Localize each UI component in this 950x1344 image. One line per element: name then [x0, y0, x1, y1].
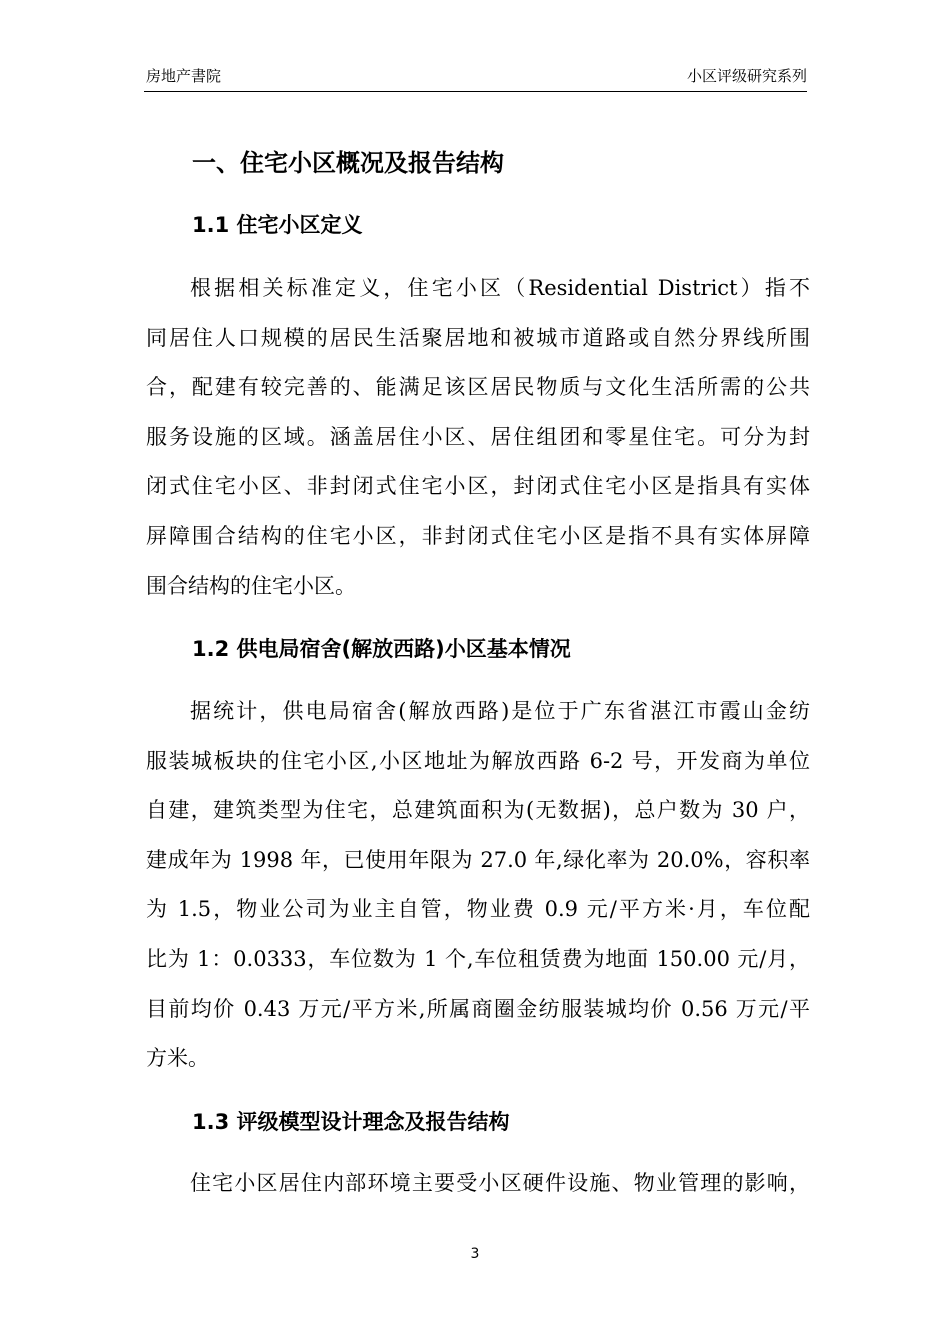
section-heading-1-3: 1.3 评级模型设计理念及报告结构: [192, 1110, 510, 1134]
paragraph-line: 围合结构的住宅小区。: [146, 573, 356, 598]
paragraph-line: 为 1.5，物业公司为业主自管，物业费 0.9 元/平方米·月，车位配: [146, 897, 810, 922]
paragraph-line: 住宅小区居住内部环境主要受小区硬件设施、物业管理的影响，: [190, 1171, 810, 1195]
paragraph-line: 方米。: [146, 1046, 209, 1071]
paragraph-line: 屏障围合结构的住宅小区，非封闭式住宅小区是指不具有实体屏障: [146, 523, 810, 548]
paragraph-line: 自建，建筑类型为住宅，总建筑面积为(无数据)，总户数为 30 户，: [146, 798, 810, 823]
chapter-heading: 一、住宅小区概况及报告结构: [192, 149, 504, 177]
paragraph-line: 据统计，供电局宿舍(解放西路)是位于广东省湛江市霞山金纺: [190, 699, 810, 723]
paragraph-1-3: [146, 1159, 810, 1209]
header-divider: [144, 91, 807, 92]
paragraph-line: 合，配建有较完善的、能满足该区居民物质与文化生活所需的公共: [146, 375, 810, 400]
paragraph-line: 服务设施的区域。涵盖居住小区、居住组团和零星住宅。可分为封: [146, 424, 810, 449]
paragraph-1-1: [146, 264, 810, 611]
section-heading-1-2: 1.2 供电局宿舍(解放西路)小区基本情况: [192, 637, 571, 661]
paragraph-line: 目前均价 0.43 万元/平方米,所属商圈金纺服装城均价 0.56 万元/平: [146, 996, 810, 1021]
paragraph-line: 同居住人口规模的居民生活聚居地和被城市道路或自然分界线所围: [146, 325, 810, 350]
header-publisher: 房地产書院: [146, 67, 222, 85]
paragraph-1-2: [146, 687, 810, 1084]
section-heading-1-1: 1.1 住宅小区定义: [192, 213, 363, 237]
header-series-title: 小区评级研究系列: [686, 67, 807, 85]
paragraph-line: 闭式住宅小区、非封闭式住宅小区，封闭式住宅小区是指具有实体: [146, 474, 810, 499]
paragraph-line: 根据相关标准定义，住宅小区（Residential District）指不: [190, 276, 810, 300]
paragraph-line: 建成年为 1998 年，已使用年限为 27.0 年,绿化率为 20.0%，容积率: [146, 847, 810, 872]
paragraph-line: 比为 1：0.0333，车位数为 1 个,车位租赁费为地面 150.00 元/月，: [146, 946, 810, 971]
page-number: 3: [470, 1246, 480, 1262]
paragraph-line: 服装城板块的住宅小区,小区地址为解放西路 6-2 号，开发商为单位: [146, 748, 810, 773]
